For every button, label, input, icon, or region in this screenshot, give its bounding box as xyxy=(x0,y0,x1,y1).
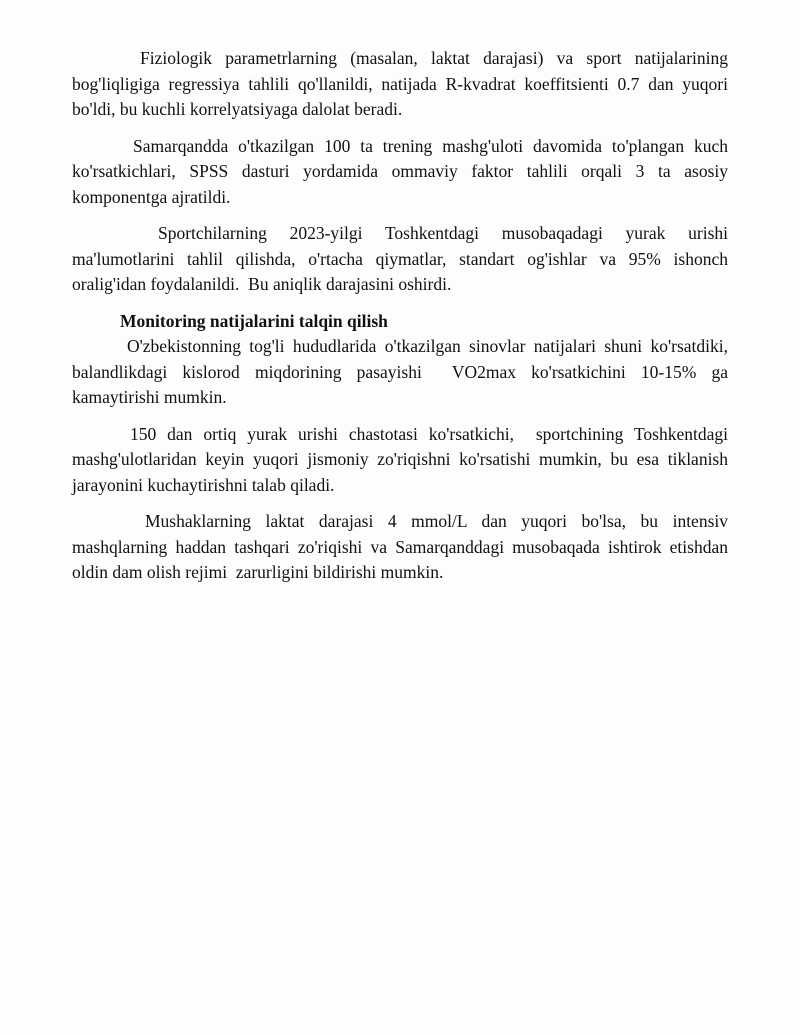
paragraph-regression-analysis: Fiziologik parametrlarning (masalan, laktat darajasi) va sport natijalarining bog'liqligiga regressiya tahlili qo'llanildi, natijada R-kvadrat koeffitsienti 0.7 dan yuqori bo'ldi, bu kuchli korrelyatsiyaga dalolat beradi. xyxy=(72,48,733,119)
paragraph-heart-rate-statistics: Sportchilarning 2023-yilgi Toshkentdagi musobaqadagi yurak urishi ma'lumotlarini tahlil qilishda, o'rtacha qiymatlar, standart og'ishlar va 95% ishonch oralig'idan foydalanildi. Bu aniqlik darajasini oshirdi. xyxy=(72,223,733,294)
paragraph-heart-rate-threshold: 150 dan ortiq yurak urishi chastotasi ko'rsatkichi, sportchining Toshkentdagi mashg'ulotlaridan keyin yuqori jismoniy zo'riqishni ko'rsatishi mumkin, bu esa tiklanish jarayonini kuchaytirishni talab qiladi. xyxy=(72,423,733,495)
section-heading-monitoring: Monitoring natijalarini talqin qilish xyxy=(120,310,388,331)
paragraph-lactate-threshold: Mushaklarning laktat darajasi 4 mmol/L dan yuqori bo'lsa, bu intensiv mashqlarning haddan tashqari zo'riqishi va Samarqanddagi musobaqada ishtirok etishdan oldin dam olish rejimi zarurligini bildirishi mumkin. xyxy=(72,511,733,582)
paragraph-samarqand-factor-analysis: Samarqandda o'tkazilgan 100 ta trening mashg'uloti davomida to'plangan kuch ko'rsatkichlari, SPSS dasturi yordamida ommaviy faktor tahlili orqali 3 ta asosiy komponentga ajratildi. xyxy=(72,135,733,207)
paragraph-altitude-vo2max: O'zbekistonning tog'li hududlarida o'tkazilgan sinovlar natijalari shuni ko'rsatdiki, balandlikdagi kislorod miqdorining pasayishi VO2max ko'rsatkichini 10-15% ga kamaytirishi mumkin. xyxy=(72,336,733,407)
